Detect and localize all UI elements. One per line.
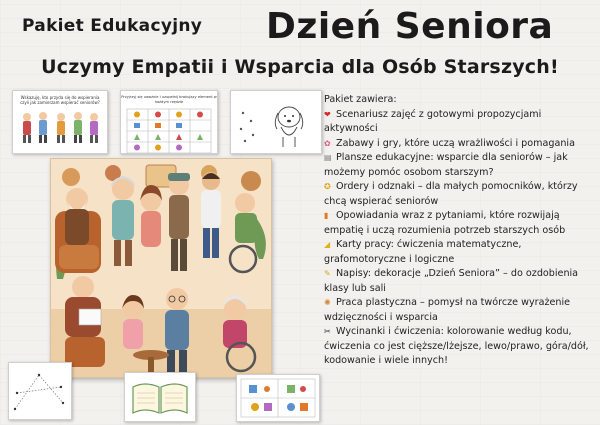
dog-outline-icon	[231, 91, 321, 153]
contents-item	[324, 137, 596, 152]
contents-item	[324, 267, 596, 296]
contents-item-text: Karty pracy: ćwiczenia matematyczne, grafomotoryczne i logiczne	[324, 239, 522, 265]
family-seniors-scene-icon	[51, 159, 271, 377]
thumbnail-sequence-sheet	[120, 90, 218, 154]
contents-item-text: Praca plastyczna – pomysł na twórcze wyrażenie wdzięczności i wsparcia	[324, 297, 571, 323]
contents-item-text: Zabawy i gry, które uczą wrażliwości i pomagania	[336, 137, 575, 149]
contents-item	[324, 296, 596, 325]
pencil-icon: ✎	[324, 269, 331, 278]
thumbnail-quiz-sheet	[12, 90, 108, 154]
contents-item	[324, 108, 596, 137]
book-icon: ▮	[324, 211, 329, 220]
contents-item	[324, 325, 596, 369]
thumbnail-coloring-sheet	[230, 90, 322, 154]
page-title: Dzień Seniora	[266, 6, 554, 47]
scale-icon	[237, 375, 319, 421]
contents-heading: Pakiet zawiera:	[324, 94, 397, 105]
sequence-caption: Przyjrzyj się uważnie i uzupełnij brakujący element w każdym rzędzie	[121, 95, 217, 104]
ruler-icon: ◢	[324, 240, 331, 249]
seniors-illustration	[50, 158, 272, 378]
contents-item-text: Scenariusz zajęć z gotowymi propozycjami aktywności	[324, 108, 542, 134]
contents-item-text: Plansze edukacyjne: wsparcie dla seniorów – jak możemy pomóc osobom starszym?	[324, 152, 568, 178]
contents-item-text: Napisy: dekoracje „Dzień Seniora” – do ozdobienia klasy lub sali	[324, 268, 579, 294]
contents-item-text: Opowiadania wraz z pytaniami, które rozwijają empatię i uczą rozumienia potrzeb starszych osób	[324, 210, 566, 236]
contents-item-text: Wycinanki i ćwiczenia: kolorowanie według kodu, ćwiczenia co jest cięższe/lżejsze, lewo/prawo, góra/dół, kodowanie i wiele innych!	[324, 326, 589, 366]
sequence-grid-icon	[121, 105, 217, 154]
contents-item	[324, 209, 596, 238]
package-contents	[324, 93, 596, 369]
contents-list	[324, 108, 596, 369]
open-book-icon	[125, 373, 195, 421]
tagline: Uczymy Empatii i Wsparcia dla Osób Starszych!	[41, 56, 559, 78]
clipboard-icon: ▤	[324, 153, 332, 162]
thumbnail-story-sheet	[124, 372, 196, 422]
contents-item	[324, 238, 596, 267]
thumbnail-weights-sheet	[236, 374, 320, 422]
heart-icon: ❤	[324, 109, 331, 119]
contents-item	[324, 151, 596, 180]
thumbnail-graphomotor-sheet	[8, 362, 72, 420]
medal-icon: ✪	[324, 182, 331, 191]
palette-icon: ✺	[324, 298, 331, 307]
quiz-caption-2: czyli jak zamierzam wspierać seniorów?	[20, 100, 100, 105]
quiz-caption-1: Wskazuję, kto przyda się do wspierania	[20, 95, 100, 100]
seniors-figures-icon	[13, 105, 107, 151]
flower-icon: ✿	[324, 138, 331, 148]
contents-item	[324, 180, 596, 209]
scissors-icon: ✂	[324, 327, 331, 336]
dotted-lines-icon	[9, 363, 71, 419]
package-label: Pakiet Edukacyjny	[22, 16, 203, 36]
contents-item-text: Ordery i odznaki – dla małych pomocników, którzy chcą wspierać seniorów	[324, 181, 578, 207]
